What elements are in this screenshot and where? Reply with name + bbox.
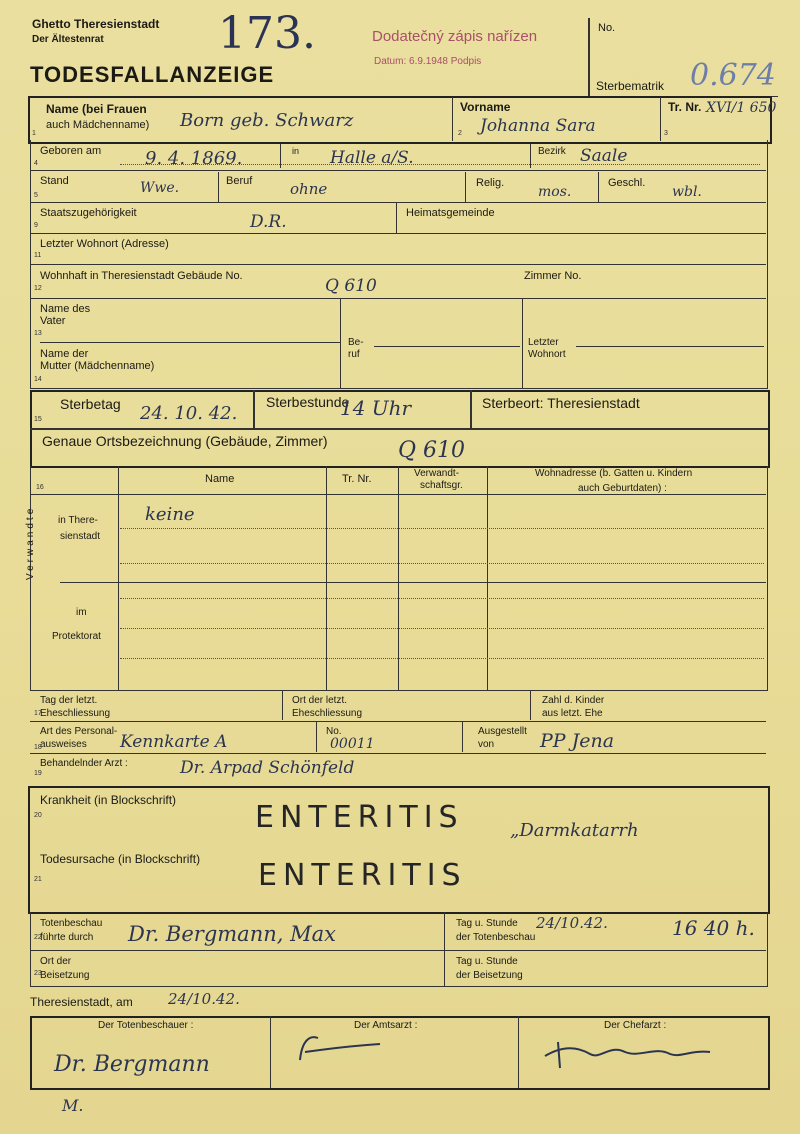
art-value: Kennkarte A [120, 732, 228, 752]
beruf-label: Beruf [226, 175, 253, 187]
totenbeschau-time: 16 40 h. [672, 916, 755, 940]
num-5: 5 [34, 192, 38, 199]
verwandte-side-label: Verwandte [25, 505, 36, 580]
death-divider-2 [470, 390, 472, 429]
authority-title: Der Ältestenrat [32, 34, 104, 45]
vater-label-1: Name des [40, 303, 91, 315]
tag-stunde-label-1: Tag u. Stunde [456, 918, 518, 929]
stunde-label: Sterbestunde [266, 394, 350, 410]
beisetz-ort-label-2: Beisetzung [40, 970, 90, 981]
personal-no-label: No. [326, 726, 342, 737]
num-4: 4 [34, 160, 38, 167]
trnr-value: XVI/1 650 [706, 100, 777, 116]
no-label: No. [598, 22, 616, 34]
name-value: Born geb. Schwarz [180, 110, 354, 131]
stamp-line-2: Datum: 6.9.1948 Podpis [374, 56, 482, 67]
sterbematrik-label: Sterbematrik [596, 79, 665, 93]
beisetz-ort-label-1: Ort der [40, 956, 72, 967]
sterbeort-label: Sterbeort: Theresienstadt [482, 395, 640, 411]
vater-underline [40, 342, 340, 343]
bezirk-value: Saale [580, 146, 628, 166]
in-value: Halle a/S. [330, 148, 414, 168]
num-1: 1 [32, 130, 36, 137]
rel-dot-4 [120, 628, 764, 629]
ausgestellt-label-2: von [478, 739, 495, 750]
marriage-ort-label-2: Eheschliessung [292, 708, 363, 719]
wohnhaft-value: Q 610 [325, 276, 377, 296]
art-label-1: Art des Personal- [40, 726, 118, 737]
totenbeschau-label-2: führte durch [40, 932, 94, 943]
signature-divider-1 [270, 1016, 271, 1088]
sig2-label: Der Amtsarzt : [354, 1020, 418, 1031]
beruf2-underline [374, 346, 520, 347]
mutter-label-1: Name der [40, 348, 89, 360]
wohnhaft-label: Wohnhaft in Theresienstadt Gebäude No. [40, 270, 243, 282]
arzt-label: Behandelnder Arzt : [40, 758, 128, 769]
row-line-wohnhaft [30, 264, 766, 265]
sig1-label: Der Totenbeschauer : [98, 1020, 194, 1031]
num-20: 20 [34, 812, 42, 819]
header-box-left-line [588, 18, 590, 98]
num-14: 14 [34, 376, 42, 383]
place-date-value: 24/10.42. [168, 990, 240, 1008]
divider-relig [465, 172, 466, 202]
name-divider-1 [452, 97, 453, 141]
genau-label: Genaue Ortsbezeichnung (Gebäude, Zimmer) [42, 433, 328, 449]
beisetz-tag-label-2: der Beisetzung [456, 970, 523, 981]
beruf-value: ohne [290, 180, 328, 198]
krankheit-label: Krankheit (in Blockschrift) [40, 793, 177, 807]
marriage-ort-label-1: Ort der letzt. [292, 695, 348, 706]
personal-id-divider-1 [316, 722, 317, 752]
sig3-label: Der Chefarzt : [604, 1020, 667, 1031]
protektorat-label: Protektorat [52, 631, 101, 642]
personal-id-top-line [30, 721, 766, 722]
divider-beruf [218, 172, 219, 202]
rel-dot-1 [120, 528, 764, 529]
rel-dot-3 [120, 598, 764, 599]
beruf2-label-2: ruf [348, 349, 360, 360]
relatives-entry: keine [145, 504, 195, 525]
arzt-value: Dr. Arpad Schönfeld [180, 758, 355, 778]
marriage-divider-1 [282, 690, 283, 720]
name-label: Name (bei Frauen [46, 102, 147, 116]
letzter-label-2: Wohnort [528, 349, 566, 360]
num-17: 17 [34, 710, 42, 717]
rel-dot-2 [120, 563, 764, 564]
num-3: 3 [664, 130, 668, 137]
row-line-parents [30, 298, 766, 299]
col-addr-2: auch Geburtdaten) : [578, 483, 667, 494]
col-name: Name [205, 473, 235, 485]
sig1-signature: Dr. Bergmann [54, 1052, 210, 1077]
divider-heimat [396, 203, 397, 233]
wohnort-label: Letzter Wohnort (Adresse) [40, 238, 169, 250]
letzter-underline [576, 346, 764, 347]
in-label: in [292, 146, 300, 156]
form-title: TODESFALLANZEIGE [30, 62, 275, 87]
amtsarzt-signature [290, 1030, 390, 1070]
col-trnr: Tr. Nr. [342, 473, 372, 485]
row-line-stand [30, 170, 766, 171]
totenbeschau-date: 24/10.42. [536, 914, 608, 932]
col-verw-2: schaftsgr. [420, 480, 463, 491]
ghetto-title: Ghetto Theresienstadt [32, 17, 160, 31]
letzter-label-1: Letzter [528, 337, 559, 348]
tag-stunde-label-2: der Totenbeschau [456, 932, 536, 943]
arzt-top-line [30, 753, 766, 754]
kinder-label-2: aus letzt. Ehe [542, 708, 603, 719]
marriage-tag-label-2: Eheschliessung [40, 708, 111, 719]
relig-value: mos. [538, 184, 572, 200]
num-18: 18 [34, 744, 42, 751]
krankheit-value: ENTERITIS [255, 800, 464, 835]
corner-mark: M. [62, 1096, 84, 1115]
marriage-divider-2 [530, 690, 531, 720]
num-13: 13 [34, 330, 42, 337]
in-there-label-1: in There- [58, 515, 98, 526]
ausgestellt-value: PP Jena [540, 730, 615, 752]
in-there-label-2: sienstadt [60, 531, 101, 542]
geschl-label: Geschl. [608, 177, 646, 189]
num-21: 21 [34, 876, 42, 883]
relatives-col-line-2 [326, 466, 327, 690]
todesursache-value: ENTERITIS [258, 858, 467, 893]
divider-parents-1 [340, 298, 341, 388]
stamp-line-1: Dodatečný zápis nařízen [372, 28, 538, 45]
heimat-label: Heimatsgemeinde [406, 207, 495, 219]
vorname-label: Vorname [460, 100, 511, 114]
stand-value: Wwe. [140, 180, 180, 196]
sterbetag-label: Sterbetag [60, 396, 121, 412]
relatives-col-line-4 [487, 466, 488, 690]
personal-id-divider-2 [462, 722, 463, 752]
relig-label: Relig. [476, 177, 505, 189]
chefarzt-signature [540, 1034, 720, 1074]
death-block-mid-line [30, 428, 768, 430]
mutter-label-2: Mutter (Mädchenname) [40, 360, 155, 372]
vorname-value: Johanna Sara [480, 116, 596, 136]
sterbematrik-number: 0.674 [690, 58, 776, 93]
vater-label-2: Vater [40, 315, 66, 327]
col-addr-1: Wohnadresse (b. Gatten u. Kindern [535, 468, 693, 479]
num-9: 9 [34, 222, 38, 229]
divider-geschl [598, 172, 599, 202]
row-line-staats [30, 202, 766, 203]
bezirk-label: Bezirk [538, 146, 566, 157]
kinder-label-1: Zahl d. Kinder [542, 695, 605, 706]
num-16: 16 [36, 484, 44, 491]
marriage-tag-label-1: Tag der letzt. [40, 695, 98, 706]
genau-value: Q 610 [398, 438, 466, 463]
art-label-2: ausweises [40, 739, 87, 750]
rel-dot-5 [120, 658, 764, 659]
place-date-label: Theresienstadt, am [30, 995, 133, 1009]
im-label: im [76, 607, 87, 618]
sterbetag-value: 24. 10. 42. [140, 403, 238, 424]
personal-no-value: 00011 [330, 736, 375, 752]
num-22: 22 [34, 934, 42, 941]
trnr-label: Tr. Nr. [668, 100, 702, 114]
stunde-value: 14 Uhr [340, 396, 412, 420]
case-number: 173. [218, 8, 316, 59]
num-2: 2 [458, 130, 462, 137]
beruf2-label-1: Be- [348, 337, 364, 348]
inspection-divider [444, 912, 445, 986]
krankheit-note: „Darmkatarrh [510, 820, 639, 841]
num-19: 19 [34, 770, 42, 777]
relatives-mid-line [60, 582, 766, 583]
signature-divider-2 [518, 1016, 519, 1088]
staats-value: D.R. [250, 212, 287, 232]
totenbeschau-label-1: Totenbeschau [40, 918, 103, 929]
inspection-mid-line [30, 950, 766, 951]
ausgestellt-label-1: Ausgestellt [478, 726, 527, 737]
num-11: 11 [34, 252, 42, 259]
row-line-wohnort [30, 233, 766, 234]
num-15: 15 [34, 416, 42, 423]
stand-label: Stand [40, 175, 69, 187]
geschl-value: wbl. [672, 184, 702, 200]
col-verw-1: Verwandt- [414, 468, 460, 479]
beisetz-tag-label-1: Tag u. Stunde [456, 956, 518, 967]
dotted-geboren [120, 164, 760, 165]
totenbeschau-value: Dr. Bergmann, Max [128, 922, 336, 946]
geboren-value: 9. 4. 1869. [145, 148, 243, 169]
zimmer-label: Zimmer No. [524, 270, 582, 282]
num-23: 23 [34, 970, 42, 977]
todesursache-label: Todesursache (in Blockschrift) [40, 852, 201, 866]
staats-label: Staatszugehörigkeit [40, 207, 137, 219]
death-divider-1 [253, 390, 255, 429]
divider-parents-2 [522, 298, 523, 388]
name-divider-2 [660, 97, 661, 141]
relatives-col-line-3 [398, 466, 399, 690]
name-label-2: auch Mädchenname) [46, 119, 150, 131]
num-12: 12 [34, 285, 42, 292]
geboren-label: Geboren am [40, 145, 102, 157]
relatives-col-line-1 [118, 466, 119, 690]
